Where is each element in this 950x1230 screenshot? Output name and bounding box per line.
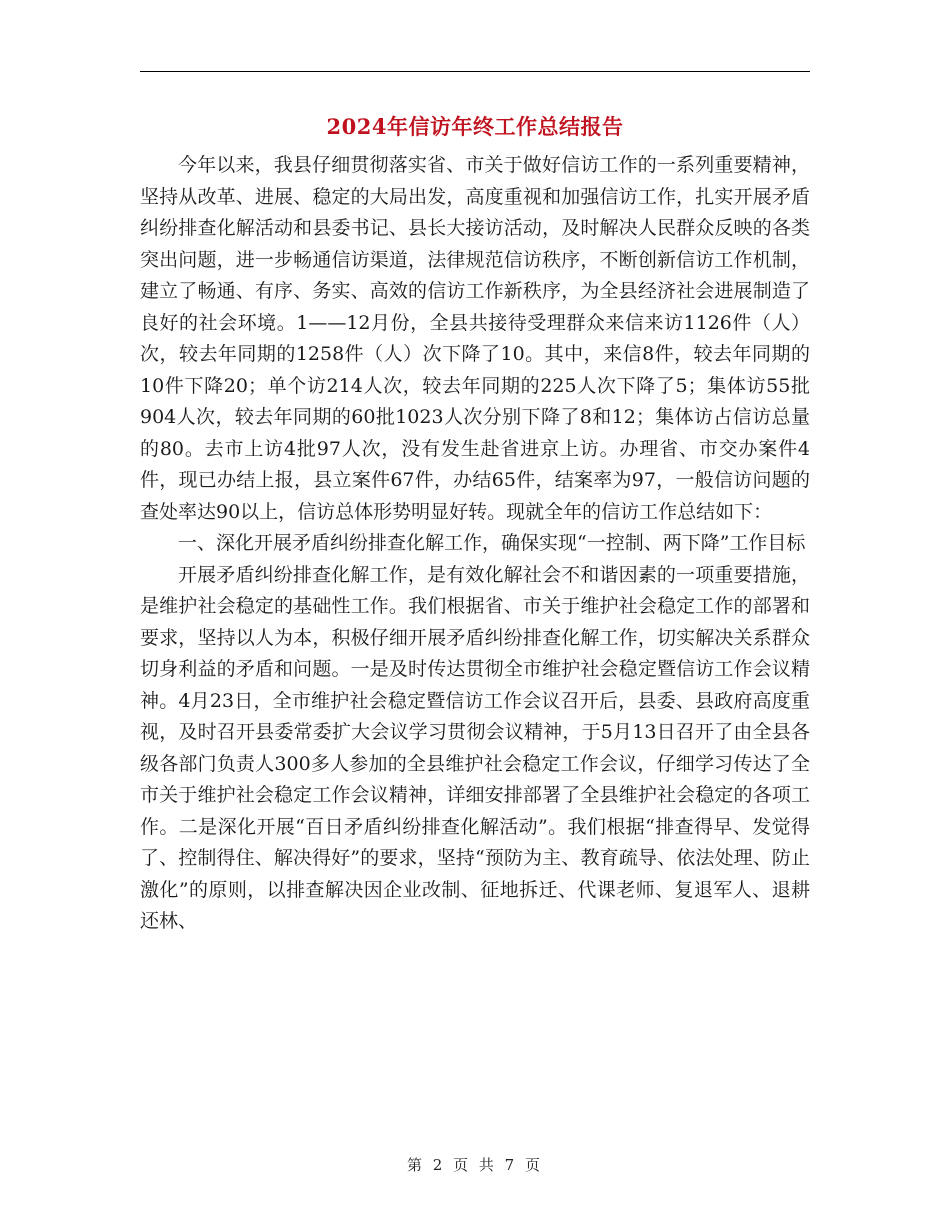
section-heading-1: 一、深化开展矛盾纠纷排查化解工作，确保实现“一控制、两下降”工作目标 (178, 532, 806, 554)
paragraph-section-1: 开展矛盾纠纷排查化解工作，是有效化解社会不和谐因素的一项重要措施，是维护社会稳定的基础性工作。我们根据省、市关于维护社会稳定工作的部署和要求，坚持以人为本，积极仔细开展矛盾纠纷排查化解工作，切实解决关系群众切身利益的矛盾和问题。一是及时传达贯彻全市维护社会稳定暨信访工作会议精神。4月23日，全市维护社会稳定暨信访工作会议召开后，县委、县政府高度重视，及时召开县委常委扩大会议学习贯彻会议精神，于5月13日召开了由全县各级各部门负责人300多人参加的全县维护社会稳定工作会议，仔细学习传达了全市关于维护社会稳定工作会议精神，详细安排部署了全县维护社会稳定的各项工作。二是深化开展“百日矛盾纠纷排查化解活动”。我们根据“排查得早、发觉得了、控制得住、解决得好”的要求，坚持“预防为主、教育疏导、依法处理、防止激化”的原则，以排查解决因企业改制、征地拆迁、代课老师、复退军人、退耕还林、 (140, 563, 810, 932)
paragraph-intro: 今年以来，我县仔细贯彻落实省、市关于做好信访工作的一系列重要精神，坚持从改革、进展、稳定的大局出发，高度重视和加强信访工作，扎实开展矛盾纠纷排查化解活动和县委书记、县长大接访活动，及时解决人民群众反映的各类突出问题，进一步畅通信访渠道，法律规范信访秩序，不断创新信访工作机制，建立了畅通、有序、务实、高效的信访工作新秩序，为全县经济社会进展制造了良好的社会环境。1——12月份，全县共接待受理群众来信来访1126件（人）次，较去年同期的1258件（人）次下降了10。其中，来信8件，较去年同期的10件下降20；单个访214人次，较去年同期的225人次下降了5；集体访55批904人次，较去年同期的60批1023人次分别下降了8和12；集体访占信访总量的80。去市上访4批97人次，没有发生赴省进京上访。办理省、市交办案件4件，现已办结上报，县立案件67件，办结65件，结案率为97，一般信访问题的查处率达90以上，信访总体形势明显好转。现就全年的信访工作总结如下： (140, 154, 810, 523)
header-rule (140, 71, 810, 72)
document-body (140, 150, 810, 938)
document-title: 2024年信访年终工作总结报告 (326, 114, 624, 139)
page-number: 第 2 页 共 7 页 (407, 1156, 543, 1174)
